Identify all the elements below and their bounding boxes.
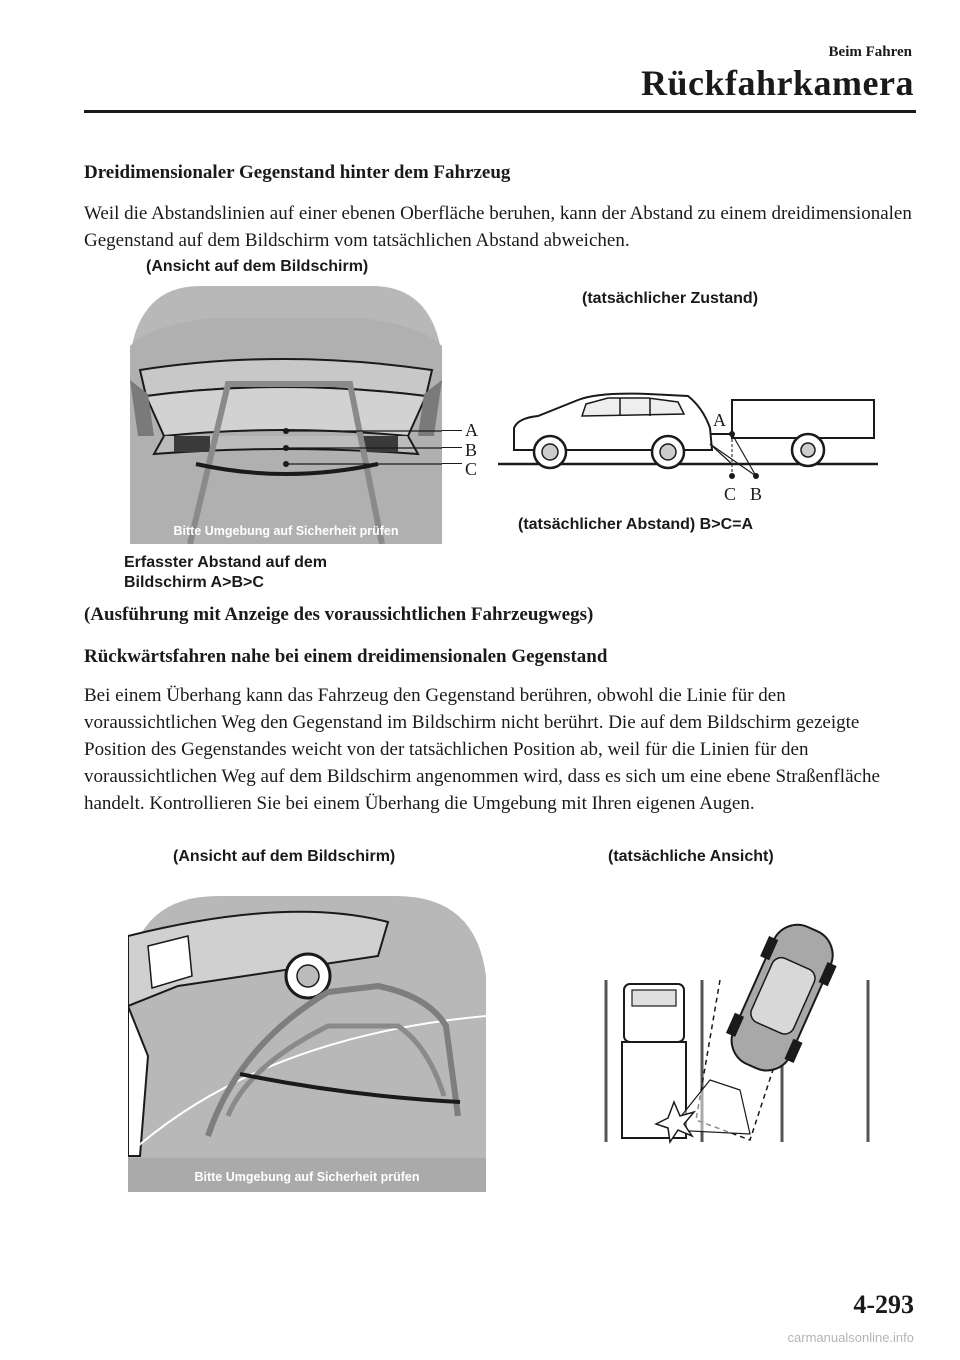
page-number: 4-293 xyxy=(853,1290,914,1319)
chapter-title: Rückfahrkamera xyxy=(641,63,914,103)
figure1-screen-caption: (Ansicht auf dem Bildschirm) xyxy=(146,258,369,275)
figure1-camera-view-illustration xyxy=(130,286,442,544)
marker-b-screen: B xyxy=(465,440,478,460)
marker-a-actual: A xyxy=(713,410,726,430)
figure1-screen-distance-line1: Erfasster Abstand auf dem xyxy=(124,554,328,571)
header-rule xyxy=(84,110,916,113)
paragraph-reversing-3d: Bei einem Überhang kann das Fahrzeug den Gegenstand berühren, obwohl die Linie für den voraussichtlichen Weg den Gegenstand im Bildschirm nicht berührt. Die auf dem Bildschirm gezeigte Position des Gegenstandes weicht von der tatsächlichen Position ab, weil für die Linien für den voraussichtlichen Weg auf dem Bildschirm angenommen wird, dass es sich um eine ebene Straßenfläche handelt. Kontrollieren Sie bei einem Überhang die Umgebung mit Ihren eigenen Augen. xyxy=(84,685,880,814)
heading-reversing-3d: Rückwärtsfahren nahe bei einem dreidimensionalen Gegenstand xyxy=(84,646,608,667)
marker-c-screen: C xyxy=(465,459,478,479)
heading-3d-object: Dreidimensionaler Gegenstand hinter dem Fahrzeug xyxy=(84,162,511,183)
figure2-camera-view-illustration xyxy=(128,896,486,1192)
paragraph-3d-object: Weil die Abstandslinien auf einer ebenen Oberfläche beruhen, kann der Abstand zu einem dreidimensionalen Gegenstand auf dem Bildschirm vom tatsächlichen Abstand abweichen. xyxy=(84,203,912,251)
section-title: Beim Fahren xyxy=(828,44,912,60)
figure2-screen-caption: (Ansicht auf dem Bildschirm) xyxy=(173,848,396,865)
figure1-screen-footer: Bitte Umgebung auf Sicherheit prüfen xyxy=(173,524,399,538)
figure1-actual-distance: (tatsächlicher Abstand) B>C=A xyxy=(518,516,754,533)
figure1-screen-distance-line2: Bildschirm A>B>C xyxy=(124,574,264,591)
leader-b xyxy=(442,447,462,448)
marker-c-actual: C xyxy=(724,484,737,504)
marker-b-actual: B xyxy=(750,484,763,504)
variant-note: (Ausführung mit Anzeige des voraussichtlichen Fahrzeugwegs) xyxy=(84,604,594,625)
figure2-camera-screen xyxy=(128,896,486,1192)
figure1-camera-screen xyxy=(130,286,442,544)
marker-a-screen: A xyxy=(465,420,478,440)
leader-a xyxy=(442,430,462,431)
figure2-actual-caption: (tatsächliche Ansicht) xyxy=(608,848,774,865)
leader-c xyxy=(442,463,462,464)
watermark: carmanualsonline.info xyxy=(787,1330,914,1345)
figure1-actual-caption: (tatsächlicher Zustand) xyxy=(582,290,759,307)
figure2-screen-footer: Bitte Umgebung auf Sicherheit prüfen xyxy=(194,1170,420,1184)
figure1-car-trailer-side-view xyxy=(498,380,878,480)
figure2-parking-top-view xyxy=(600,920,880,1160)
